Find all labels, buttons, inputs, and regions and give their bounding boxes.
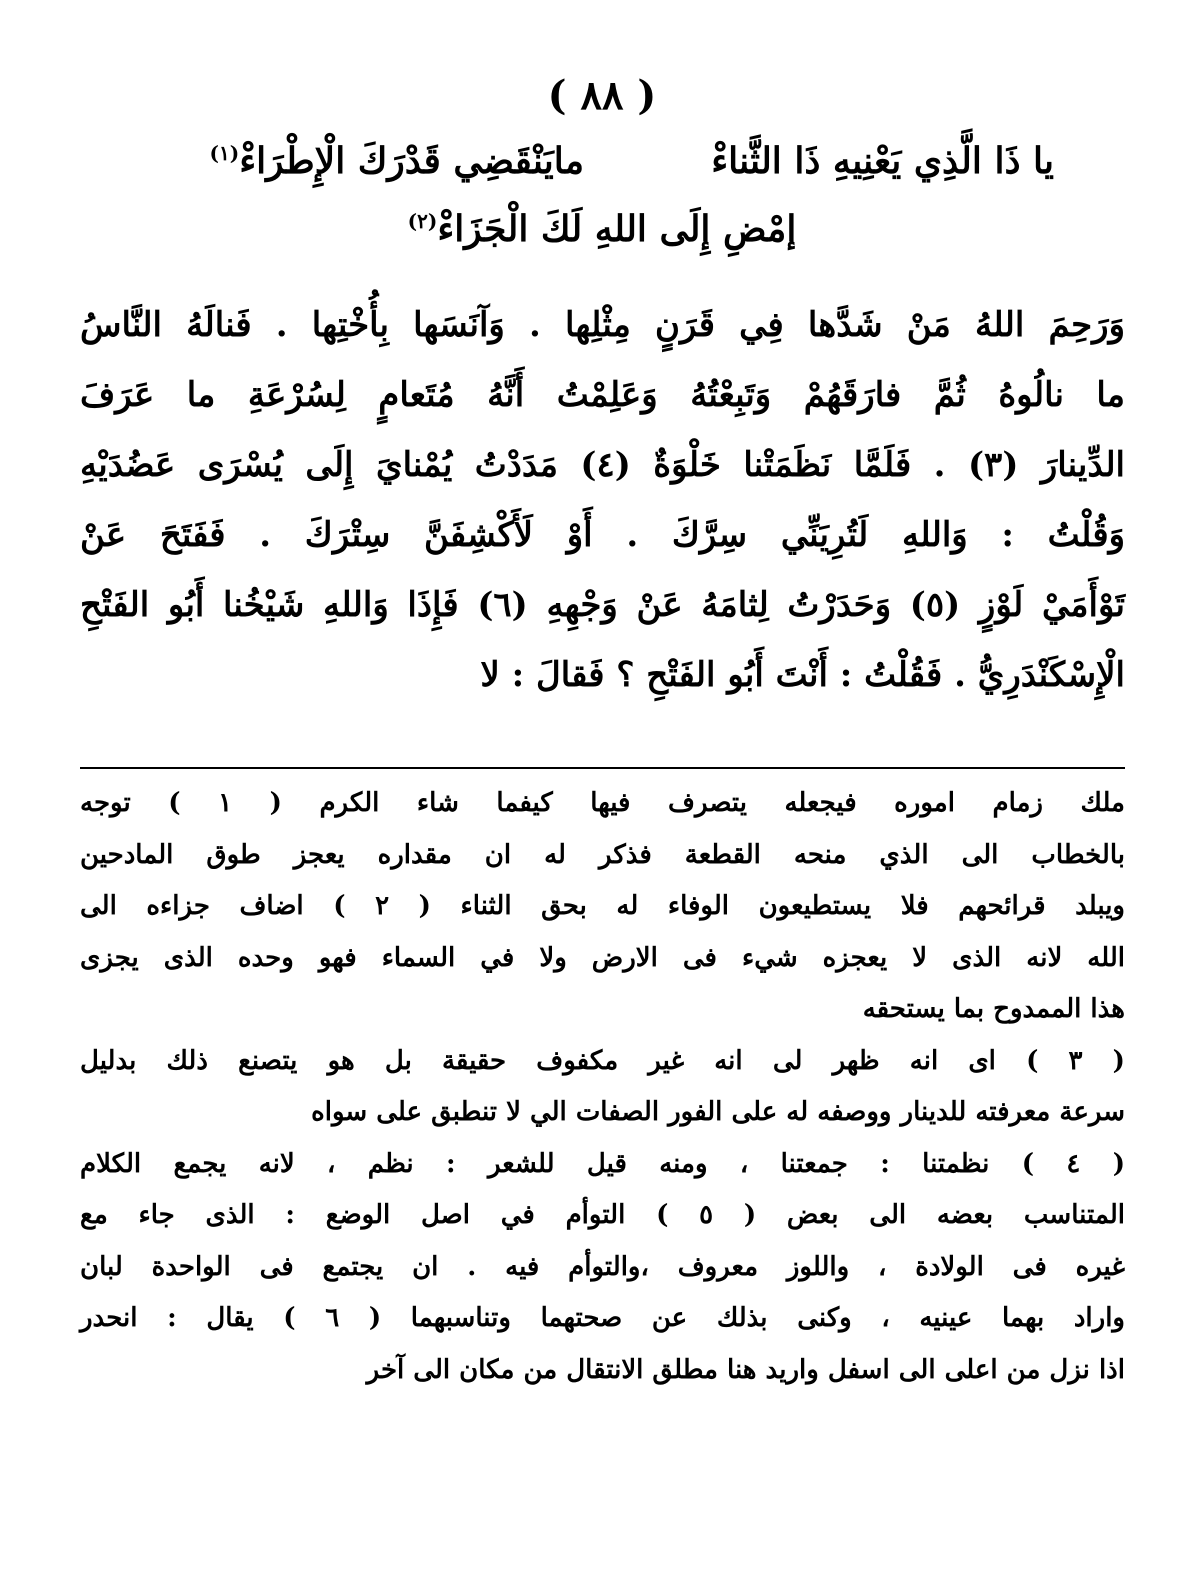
footnote-line: سرعة معرفته للدينار ووصفه له على الفور الصفات الي لا تنطبق على سواه — [311, 1097, 1125, 1127]
verse-line-2 — [0, 208, 1204, 250]
footnote-line: ( ٣ ) اى انه ظهر لى انه غير مكفوف حقيقة بل هو يتصنع ذلك بدليل — [80, 1045, 1125, 1076]
body-line: الْإِسْكَنْدَرِيُّ . فَقُلْتُ : أَنْتَ أَبُو الفَتْحِ ؟ فَقالَ : لا — [480, 655, 1125, 695]
footnote-ref-1: (١) — [209, 141, 240, 165]
footnote-divider — [80, 767, 1125, 769]
verse-line-1-second-hemistich — [210, 140, 584, 182]
verse-text: يا ذَا الَّذِي يَعْنِيهِ ذَا الثَّناءْ — [711, 140, 1054, 182]
footnote-line: واراد بهما عينيه ، وكنى بذلك عن صحتهما وتناسبهما ( ٦ ) يقال : انحدر — [80, 1303, 1125, 1333]
footnote-line: بالخطاب الى الذي منحه القطعة فذكر له ان مقداره يعجز طوق المادحين — [80, 839, 1125, 870]
footnote-line: الله لانه الذى لا يعجزه شيء فى الارض ولا في السماء فهو وحده الذى يجزى — [80, 942, 1125, 973]
footnote-line: اذا نزل من اعلى الى اسفل واريد هنا مطلق الانتقال من مكان الى آخر — [366, 1354, 1125, 1385]
verse-text: إمْضِ إِلَى اللهِ لَكَ الْجَزَاءْ — [437, 208, 797, 250]
page-number: ( ٨٨ ) — [547, 72, 657, 119]
footnotes — [80, 778, 1125, 1396]
footnote-line: غيره فى الولادة ، واللوز معروف ،والتوأم فيه . ان يجتمع فى الواحدة لبان — [80, 1251, 1125, 1282]
footnote-line: ملك زمام اموره فيجعله يتصرف فيها كيفما شاء الكرم ( ١ ) توجه — [80, 788, 1125, 818]
body-line: الدِّينارَ (٣) . فَلَمَّا نَظَمَتْنا خَلْوَةٌ (٤) مَدَدْتُ يُمْنايَ إِلَى يُسْرَى عَضُدَيْهِ — [80, 445, 1125, 485]
body-line: وَقُلْتُ : وَاللهِ لَتُرِيَنِّي سِرَّكَ . أَوْ لَأَكْشِفَنَّ سِتْرَكَ . فَفَتَحَ عَنْ — [80, 515, 1125, 555]
footnote-line: هذا الممدوح بما يستحقه — [862, 994, 1125, 1024]
footnote-line: ويبلد قرائحهم فلا يستطيعون الوفاء له بحق الثناء ( ٢ ) اضاف جزاءه الى — [80, 891, 1125, 921]
verse-line-1-first-hemistich — [711, 140, 1054, 182]
verse-text: مايَنْقَضِي قَدْرَكَ الْإِطْرَاءْ — [239, 140, 584, 182]
body-line: ما نالُوهُ ثُمَّ فارَقَهُمْ وَتَبِعْتُهُ وَعَلِمْتُ أَنَّهُ مُتَعامٍ لِسُرْعَةِ ما عَرَفَ — [80, 375, 1125, 415]
footnote-ref-2: (٢) — [407, 209, 438, 233]
body-line: وَرَحِمَ اللهُ مَنْ شَدَّها فِي قَرَنٍ مِثْلِها . وَآنَسَها بِأُخْتِها . فَنالَهُ النَّاسُ — [80, 305, 1125, 345]
footnote-line: المتناسب بعضه الى بعض ( ٥ ) التوأم في اصل الوضع : الذى جاء مع — [80, 1200, 1125, 1230]
main-text — [80, 290, 1125, 710]
body-line: تَوْأَمَيْ لَوْزٍ (٥) وَحَدَرْتُ لِثامَهُ عَنْ وَجْهِهِ (٦) فَإِذَا وَاللهِ شَيْخُنا أَبُو الفَتْحِ — [80, 585, 1125, 625]
footnote-line: ( ٤ ) نظمتنا : جمعتنا ، ومنه قيل للشعر : نظم ، لانه يجمع الكلام — [80, 1148, 1125, 1179]
